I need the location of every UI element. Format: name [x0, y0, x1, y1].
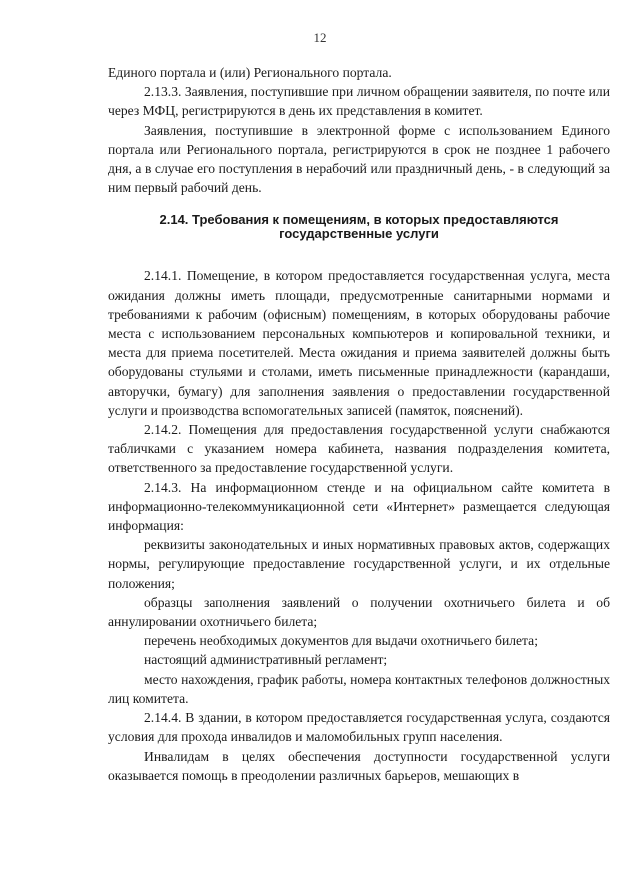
page-number: 12 [313, 30, 327, 45]
paragraph-disabled-assistance: Инвалидам в целях обеспечения доступности государственной услуги оказывается помощь в преодолении различных барьеров, мешающих в [108, 748, 610, 783]
document-body [108, 63, 610, 785]
list-item-legal-acts: реквизиты законодательных и иных нормативных правовых актов, содержащих нормы, регулирующие предоставление государственной услуги, и их отдельные положения; [108, 537, 610, 591]
paragraph-2-14-2: 2.14.2. Помещения для предоставления государственной услуги снабжаются табличками с указанием номера кабинета, названия подразделения комитета, ответственного за предоставление государственной услуги. [108, 422, 610, 476]
paragraph-2-13-3: 2.13.3. Заявления, поступившие при личном обращении заявителя, по почте или через МФЦ, регистрируются в день их представления в комитет. [108, 84, 610, 119]
list-item-regulation: настоящий административный регламент; [144, 652, 388, 668]
section-heading-2-14: 2.14. Требования к помещениям, в которых предоставляются государственные услуги [159, 212, 559, 242]
paragraph-electronic-applications: Заявления, поступившие в электронной форме с использованием Единого портала или Регионального портала, регистрируются в срок не позднее 1 рабочего дня, а в случае его поступления в нерабочий или праздничный день, - в следующий за ним первый рабочий день. [108, 122, 610, 196]
list-item-required-documents: перечень необходимых документов для выдачи охотничьего билета; [144, 633, 538, 649]
list-item-location-contacts: место нахождения, график работы, номера контактных телефонов должностных лиц комитета. [108, 671, 610, 706]
paragraph-continuation: Единого портала и (или) Регионального портала. [108, 65, 392, 80]
paragraph-2-14-3: 2.14.3. На информационном стенде и на официальном сайте комитета в информационно-телекоммуникационной сети «Интернет» размещается следующая информация: [108, 479, 610, 534]
paragraph-2-14-1: 2.14.1. Помещение, в котором предоставляется государственная услуга, места ожидания должны иметь площади, предусмотренные санитарными нормами и требованиями к рабочим (офисным) помещениям, в которых оборудованы рабочие места с использованием персональных компьютеров и копировальной техники, и места для приема посетителей. Места ожидания и приема заявителей должны быть оборудованы стульями и столами, иметь письменные принадлежности (карандаши, авторучки, бумагу) для заполнения заявления о предоставлении государственной услуги и производства вспомогательных записей (памяток, пояснений). [108, 268, 610, 418]
paragraph-2-14-4: 2.14.4. В здании, в котором предоставляется государственная услуга, создаются условия для прохода инвалидов и маломобильных групп населения. [108, 710, 610, 745]
list-item-application-samples: образцы заполнения заявлений о получении охотничьего билета и об аннулировании охотничьего билета; [108, 594, 610, 630]
